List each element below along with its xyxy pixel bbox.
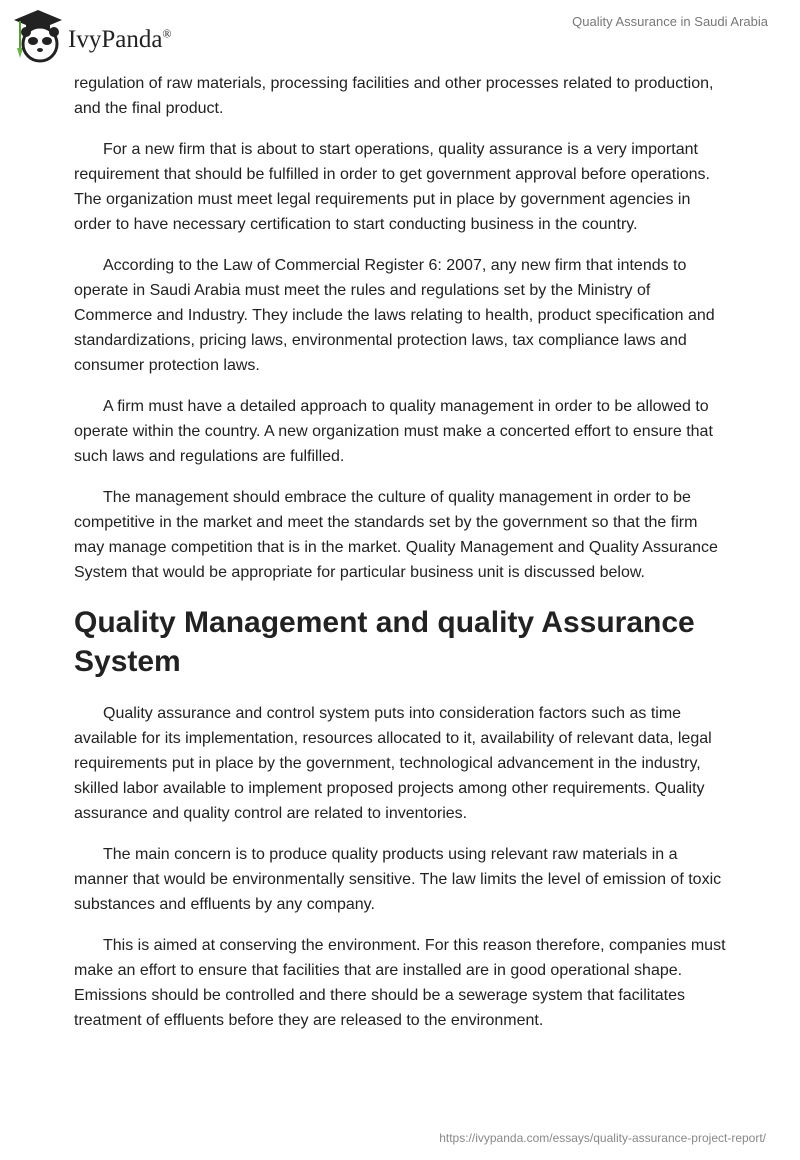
paragraph: A firm must have a detailed approach to quality management in order to be allowed to operate within the country. A new organization must make a concerted effort to ensure that such laws and regulations are fulfilled. — [74, 398, 713, 465]
source-url[interactable]: https://ivypanda.com/essays/quality-assurance-project-report/ — [439, 1131, 766, 1145]
paragraph: regulation of raw materials, processing facilities and other processes related to production, and the final product. — [74, 75, 714, 117]
document-title: Quality Assurance in Saudi Arabia — [572, 14, 768, 29]
page-header — [0, 0, 800, 70]
logo[interactable] — [12, 8, 172, 64]
paragraph: The main concern is to produce quality products using relevant raw materials in a manner that would be environmentally sensitive. The law limits the level of emission of toxic substances and effluents by any company. — [74, 846, 722, 913]
section-heading: Quality Management and quality Assurance System — [74, 606, 695, 678]
paragraph: The management should embrace the culture of quality management in order to be competitive in the market and meet the standards set by the government so that the firm may manage competition that is in the market. Quality Management and Quality Assurance System that would be appropriate for particular business unit is discussed below. — [74, 489, 718, 581]
paragraph: Quality assurance and control system puts into consideration factors such as time available for its implementation, resources allocated to it, availability of relevant data, legal requirements put in place by the government, technological advancement in the industry, skilled labor available to implement proposed projects among other requirements. Quality assurance and quality control are related to inventories. — [74, 705, 712, 822]
logo-text: IvyPanda® — [68, 26, 172, 53]
paragraph: According to the Law of Commercial Register 6: 2007, any new firm that intends to operate in Saudi Arabia must meet the rules and regulations set by the Ministry of Commerce and Industry. They include the laws relating to health, product specification and standardizations, pricing laws, environmental protection laws, tax compliance laws and consumer protection laws. — [74, 257, 715, 374]
paragraph: This is aimed at conserving the environment. For this reason therefore, companies must make an effort to ensure that facilities that are installed are in good operational shape. Emissions should be controlled and there should be a sewerage system that facilitates treatment of effluents before they are released to the environment. — [74, 937, 726, 1029]
essay-body — [74, 71, 730, 1049]
panda-logo-icon — [12, 8, 64, 64]
paragraph: For a new firm that is about to start operations, quality assurance is a very important requirement that should be fulfilled in order to get government approval before operations. The organization must meet legal requirements put in place by government agencies in order to have necessary certification to start conducting business in the country. — [74, 141, 710, 233]
